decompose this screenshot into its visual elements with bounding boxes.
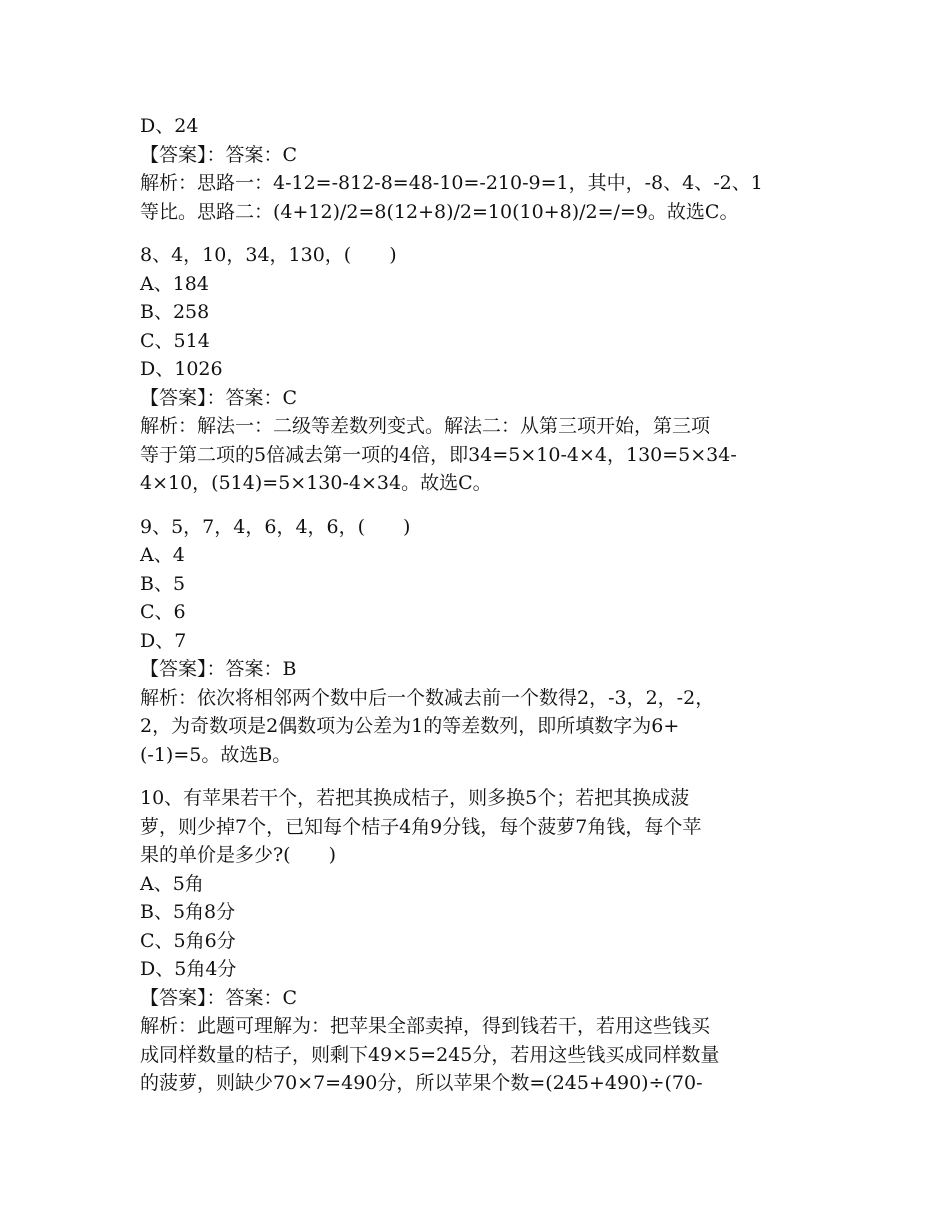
option-b: B、5 [140,572,186,595]
answer-line: 【答案】：答案：C [140,986,298,1009]
analysis-line: 等于第二项的5倍减去第一项的4倍，即34=5×10-4×4，130=5×34- [140,443,737,466]
option-d: D、24 [140,115,199,137]
analysis-line: 解析：依次将相邻两个数中后一个数减去前一个数得2，-3，2，-2， [140,686,715,709]
option-b: B、258 [140,301,210,323]
question-stem: 10、有苹果若干个，若把其换成桔子，则多换5个；若把其换成菠 [140,787,690,809]
section-gap [140,226,820,241]
option-a: A、5角 [140,872,204,895]
section-gap [140,498,820,513]
answer-line: 【答案】：答案：C [140,386,298,409]
analysis-line: 成同样数量的桔子，则剩下49×5=245分，若用这些钱买成同样数量 [140,1043,720,1066]
option-c: C、514 [140,329,210,352]
analysis-line: 等比。思路二：(4+12)/2=8(12+8)/2=10(10+8)/2=/=9。故选C。 [140,200,739,223]
analysis-line: (-1)=5。故选B。 [140,743,292,766]
option-a: A、184 [140,272,209,295]
option-d: D、5角4分 [140,958,237,980]
section-gap [140,769,820,784]
analysis-line: 解析：思路一：4-12=-812-8=48-10=-210-9=1，其中，-8、4、-2、1 [140,172,763,194]
question-stem: 8、4，10，34，130，( ) [140,244,397,266]
answer-line: 【答案】：答案：C [140,143,298,166]
page-content [140,112,820,1098]
analysis-line: 的菠萝，则缺少70×7=490分，所以苹果个数=(245+490)÷(70- [140,1072,703,1094]
question-9 [140,513,820,770]
option-b: B、5角8分 [140,901,236,923]
prev-question-block [140,112,820,226]
analysis-line: 解析：此题可理解为：把苹果全部卖掉，得到钱若干，若用这些钱买 [140,1015,711,1037]
analysis-line: 4×10，(514)=5×130-4×34。故选C。 [140,472,492,494]
question-stem: 果的单价是多少?( ) [140,844,337,866]
question-10 [140,784,820,1098]
option-c: C、6 [140,601,186,623]
option-a: A、4 [140,544,185,566]
analysis-line: 解析：解法一：二级等差数列变式。解法二：从第三项开始，第三项 [140,415,711,437]
question-stem: 萝，则少掉7个，已知每个桔子4角9分钱，每个菠萝7角钱，每个苹 [140,815,702,838]
option-d: D、1026 [140,358,223,380]
question-stem: 9、5，7，4，6，4，6，( ) [140,515,411,538]
question-8 [140,241,820,498]
analysis-line: 2，为奇数项是2偶数项为公差为1的等差数列，即所填数字为6+ [140,715,680,737]
option-c: C、5角6分 [140,929,236,952]
answer-line: 【答案】：答案：B [140,658,297,680]
option-d: D、7 [140,629,187,652]
